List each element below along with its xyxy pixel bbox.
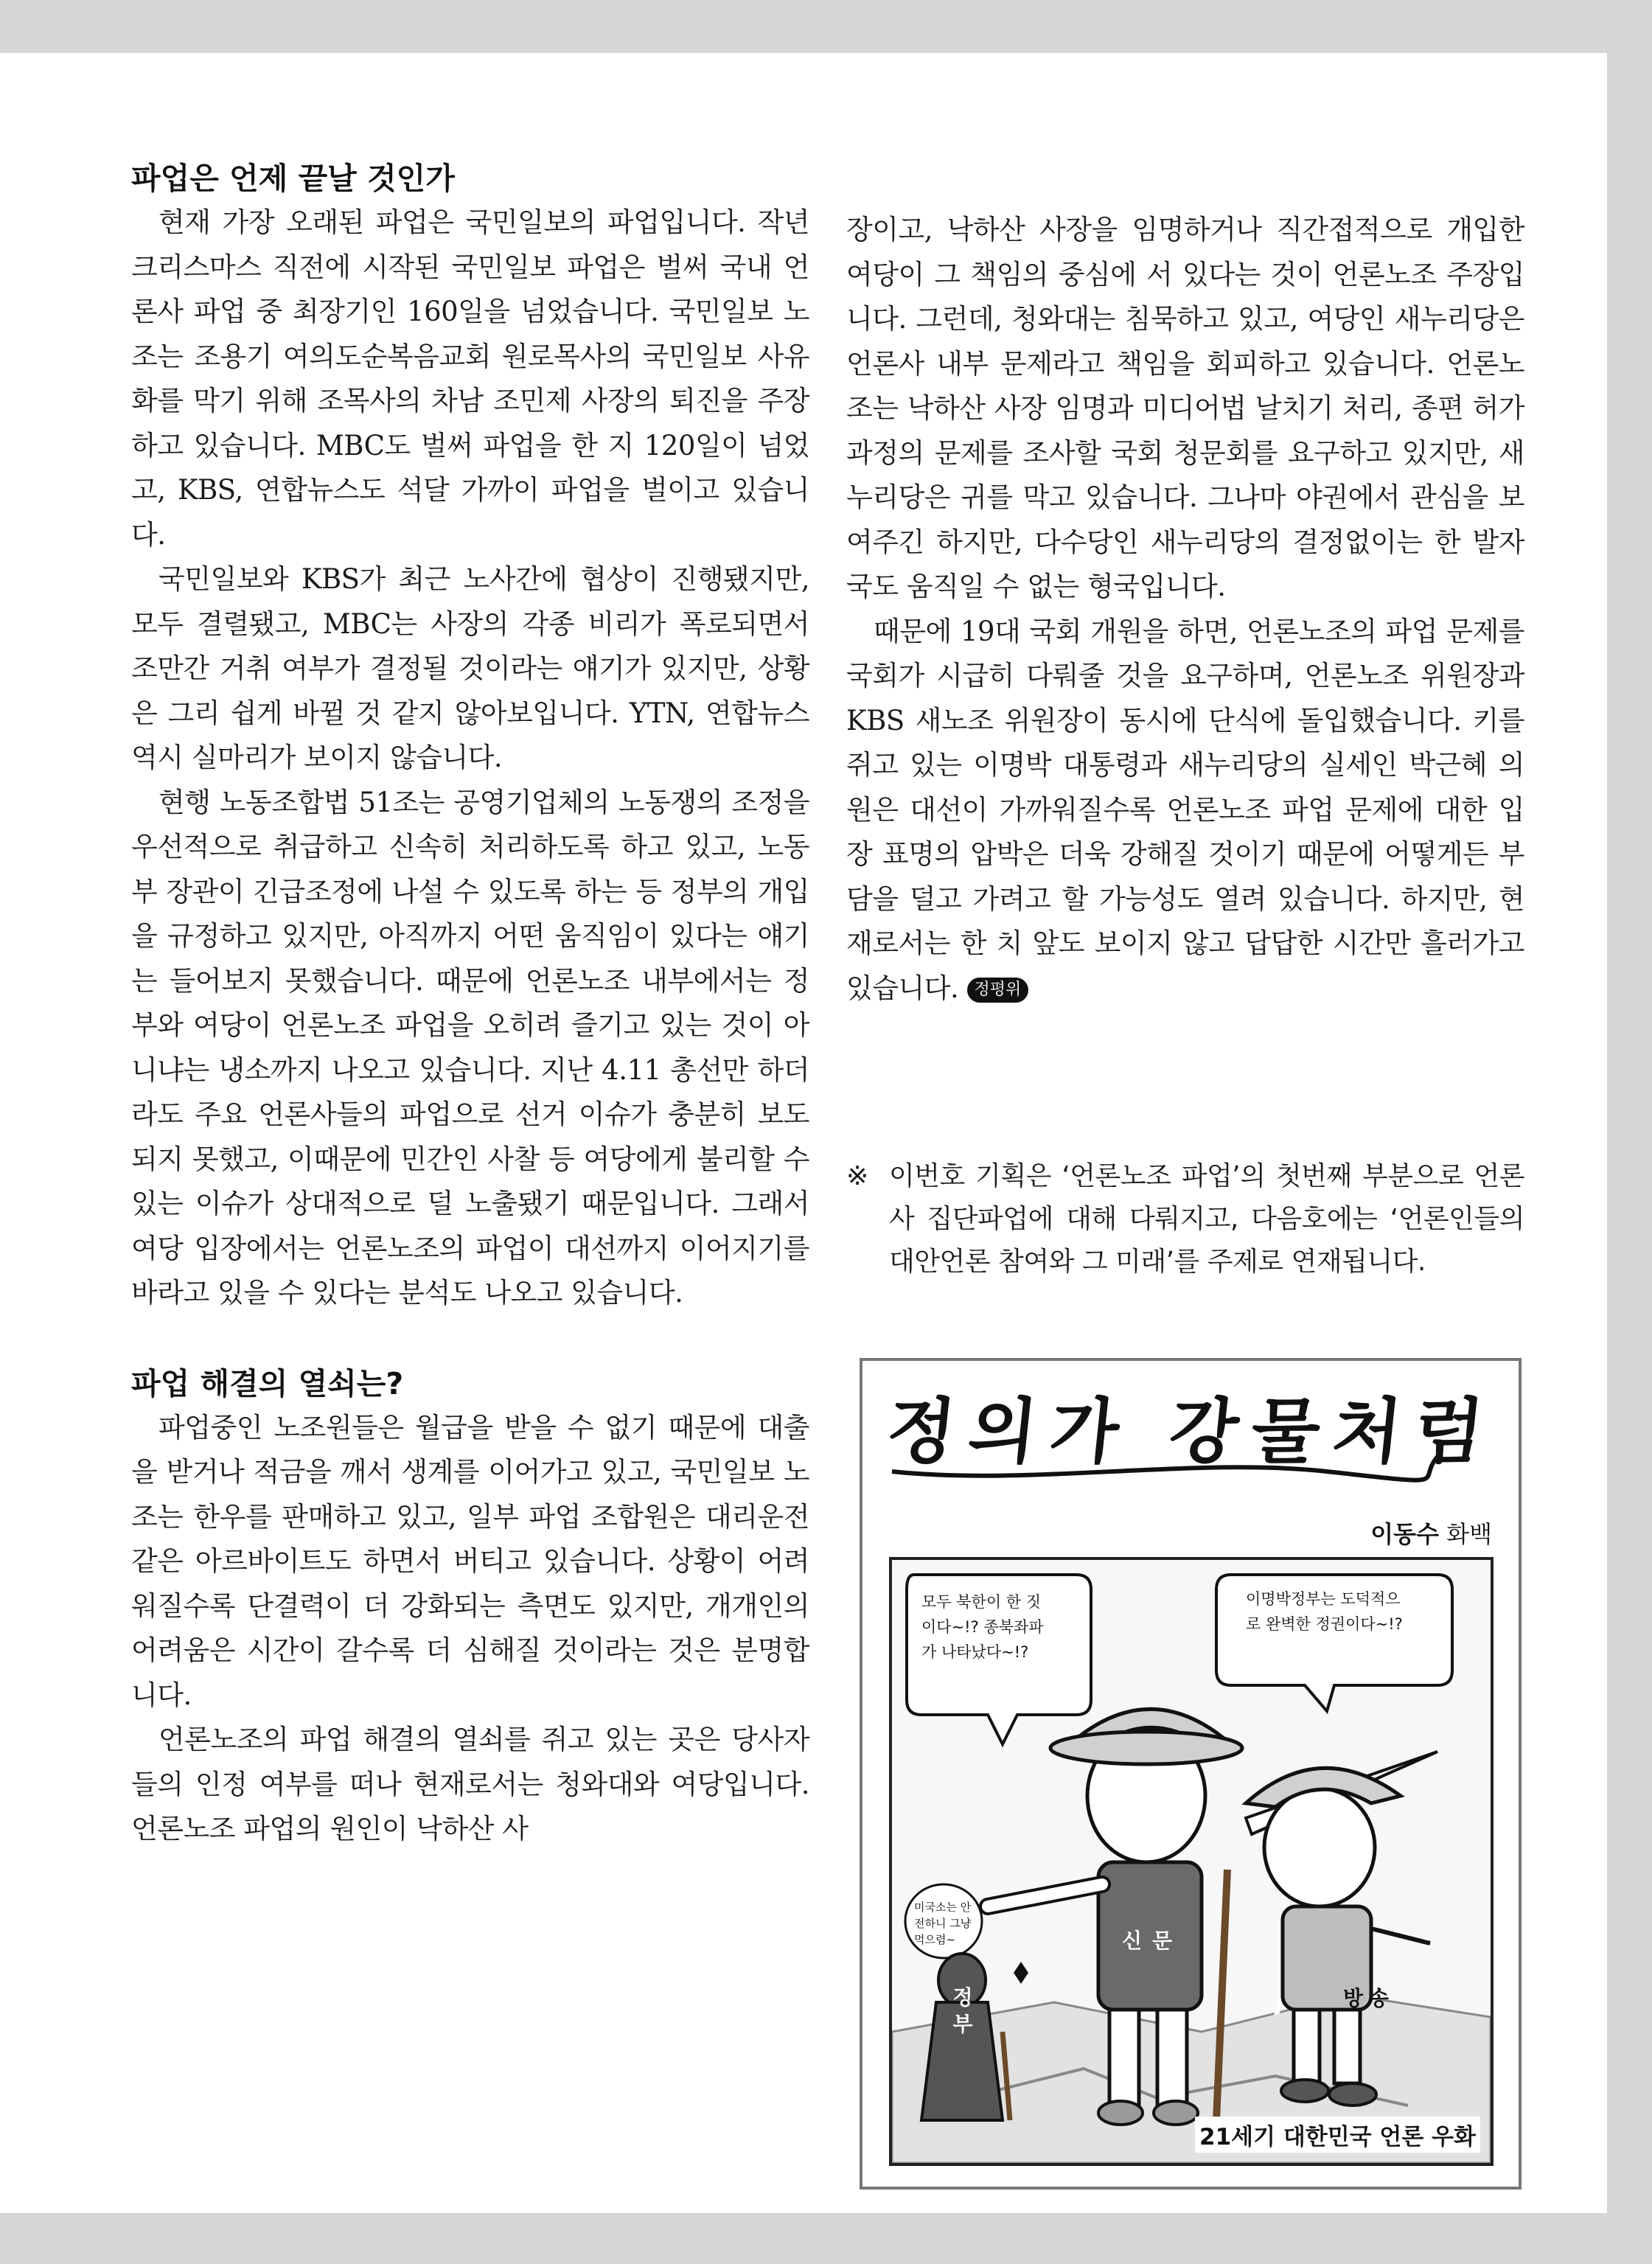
speech-bubble-left: 모두 북한이 한 짓이다~!? 종북좌파가 나타났다~!? <box>921 1593 1044 1661</box>
paragraph-text: 때문에 19대 국회 개원을 하면, 언론노조의 파업 문제를 국회가 시급히 다뤄줄 것을 요구하며, 언론노조 위원장과 KBS 새노조 위원장이 동시에 단식에 돌입했습니다. 키를 쥐고 있는 이명박 대통령과 새누리당의 실세인 박근혜 의원은 대선이 가까워질수록 언론노조 파업 문제에 대한 입장 표명의 압박은 더욱 강해질 것이기 때문에 어떻게든 부담을 덜고 가려고 할 가능성도 열려 있습니다. 하지만, 현재로서는 한 치 앞도 보이지 않고 답답한 시간만 흘러가고 있습니다. <box>846 615 1524 1004</box>
paragraph-continued: 장이고, 낙하산 사장을 임명하거나 직간접적으로 개입한 여당이 그 책임의 중심에 서 있다는 것이 언론노조 주장입니다. 그런데, 청와대는 침묵하고 있고, 여당인 새누리당은 언론사 내부 문제라고 책임을 회피하고 있습니다. 언론노조는 낙하산 사장 임명과 미디어법 날치기 처리, 종편 허가 과정의 문제를 조사할 국회 청문회를 요구하고 있지만, 새누리당은 귀를 막고 있습니다. 그나마 야권에서 관심을 보여주긴 하지만, 다수당인 새누리당의 결정없이는 한 발자국도 움직일 수 없는 형국입니다. <box>846 214 1524 602</box>
cartoonist-name: 이동수 <box>1370 1520 1439 1548</box>
page <box>0 53 1607 2213</box>
cartoon-panel <box>889 1557 1494 2166</box>
reference-mark-icon: ※ <box>846 1161 869 1191</box>
label-broadcast: 방송 <box>1343 1986 1395 2010</box>
paragraph <box>846 610 1524 1011</box>
cartoon-frame <box>860 1358 1522 2190</box>
left-column <box>131 156 809 1852</box>
section-heading-solution: 파업 해결의 열쇠는? <box>131 1365 404 1401</box>
editorial-note <box>846 1155 1524 1283</box>
right-column <box>846 208 1524 1011</box>
cartoonist-role: 화백 <box>1446 1520 1492 1548</box>
note-text: 이번호 기획은 ‘언론노조 파업’의 첫번째 부분으로 언론사 집단파업에 대해 다뤄지고, 다음호에는 ‘언론인들의 대안언론 참여와 그 미래’를 주제로 연재됩니다. <box>889 1161 1524 1277</box>
author-badge: 정평위 <box>967 978 1029 1003</box>
title-swash-icon <box>885 1449 1445 1494</box>
paragraph: 국민일보와 KBS가 최근 노사간에 협상이 진행됐지만, 모두 결렬됐고, MBC는 사장의 각종 비리가 폭로되면서 조만간 거취 여부가 결정될 것이라는 얘기가 있지만, 상황은 그리 쉽게 바뀔 것 같지 않아보입니다. YTN, 연합뉴스 역시 실마리가 보이지 않습니다. <box>131 563 809 773</box>
label-newspaper: 신문 <box>1122 1929 1183 1953</box>
paragraph: 현행 노동조합법 51조는 공영기업체의 노동쟁의 조정을 우선적으로 취급하고 신속히 처리하도록 하고 있고, 노동부 장관이 긴급조정에 나설 수 있도록 하는 등 정부의 개입을 규정하고 있지만, 아직까지 어떤 움직임이 있다는 얘기는 들어보지 못했습니다. 때문에 언론노조 내부에서는 정부와 여당이 언론노조 파업을 오히려 즐기고 있는 것이 아니냐는 냉소까지 나오고 있습니다. 지난 4.11 총선만 하더라도 주요 언론사들의 파업으로 선거 이슈가 충분히 보도되지 못했고, 이때문에 민간인 사찰 등 여당에게 불리할 수 있는 이슈가 상대적으로 덜 노출됐기 때문입니다. 그래서 여당 입장에서는 언론노조의 파업이 대선까지 이어지기를 바라고 있을 수 있다는 분석도 나오고 있습니다. <box>131 786 809 1309</box>
paragraph: 현재 가장 오래된 파업은 국민일보의 파업입니다. 작년 크리스마스 직전에 시작된 국민일보 파업은 벌써 국내 언론사 파업 중 최장기인 160일을 넘었습니다. 국민일보 노조는 조용기 여의도순복음교회 원로목사의 국민일보 사유화를 막기 위해 조목사의 차남 조민제 사장의 퇴진을 주장하고 있습니다. MBC도 벌써 파업을 한 지 120일이 넘었고, KBS, 연합뉴스도 석달 가까이 파업을 벌이고 있습니다. <box>131 206 809 551</box>
cartoon-byline <box>1370 1516 1492 1550</box>
cartoon-title: 정의가 강물처럼 <box>882 1390 1501 1473</box>
label-j: J <box>1275 1995 1282 2016</box>
paragraph: 파업중인 노조원들은 월급을 받을 수 없기 때문에 대출을 받거나 적금을 깨서 생계를 이어가고 있고, 국민일보 노조는 한우를 판매하고 있고, 일부 파업 조합원은 대리운전 같은 아르바이트도 하면서 버티고 있습니다. 상황이 어려워질수록 단결력이 더 강화되는 측면도 있지만, 개개인의 어려움은 시간이 갈수록 더 심해질 것이라는 것은 분명합니다. <box>131 1411 809 1711</box>
label-government: 정부 <box>952 1985 973 2036</box>
section-heading-strike-end: 파업은 언제 끝날 것인가 <box>131 161 455 196</box>
cartoon-caption: 21세기 대한민국 언론 우화 <box>1195 2117 1480 2153</box>
speech-bubble-right: 이명박정부는 도덕적으로 완벽한 정권이다~!? <box>1246 1590 1403 1633</box>
section-gap <box>131 1316 809 1362</box>
speech-bubble-small: 미국소는 안전하니 그냥 먹으렴~ <box>914 1901 972 1946</box>
paragraph: 언론노조의 파업 해결의 열쇠를 쥐고 있는 곳은 당사자들의 인정 여부를 떠나 현재로서는 청와대와 여당입니다. 언론노조 파업의 원인이 낙하산 사 <box>131 1724 809 1845</box>
